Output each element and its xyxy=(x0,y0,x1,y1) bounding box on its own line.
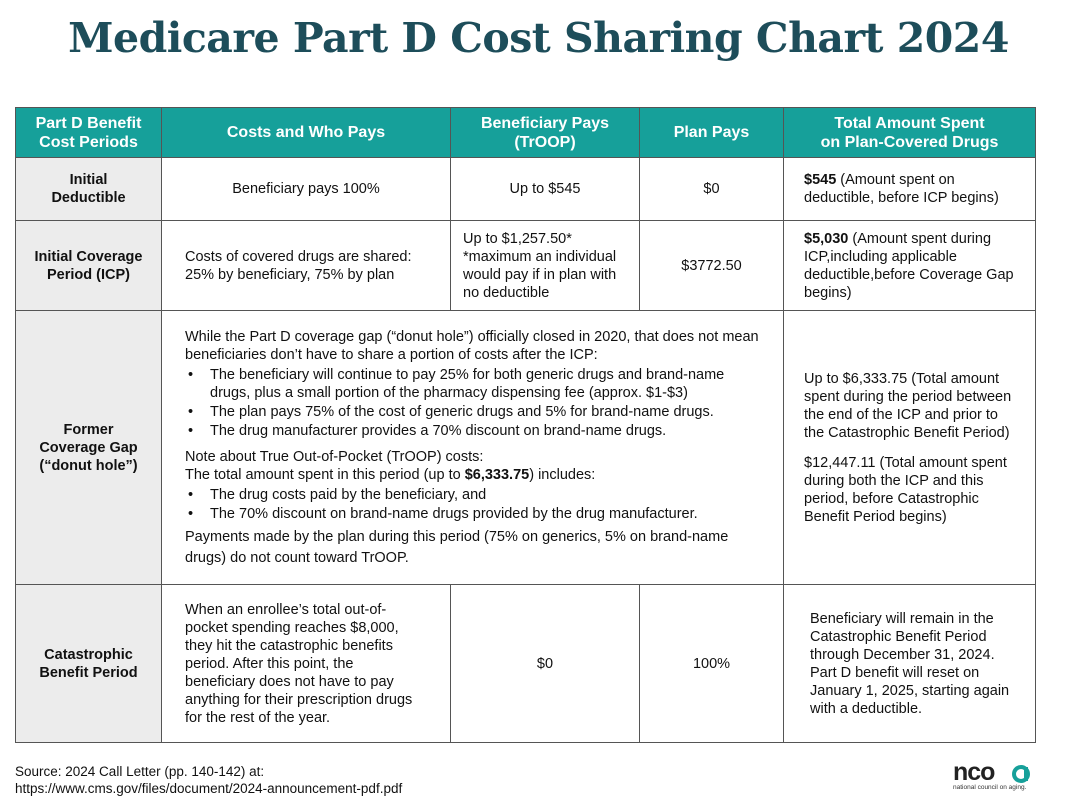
period-catastrophic-line1: Catastrophic xyxy=(44,646,133,663)
total-cell-icp xyxy=(784,221,1036,311)
header-total-line1: Total Amount Spent xyxy=(834,114,985,132)
beneficiary-cell-icp xyxy=(451,221,640,311)
period-cell-gap xyxy=(16,311,162,585)
table-row-icp xyxy=(16,221,1036,311)
costs-icp-line1: Costs of covered drugs are shared: xyxy=(185,248,412,265)
costs-cell-gap xyxy=(162,311,784,585)
gap-note-bullet-list xyxy=(185,486,759,523)
period-cell-icp xyxy=(16,221,162,311)
costs-cell-deductible: Beneficiary pays 100% xyxy=(162,158,451,221)
costs-cell-catastrophic: When an enrollee’s total out-of-pocket spending reaches $8,000, they hit the catastrophic benefits period. After this point, the beneficiary does not have to pay anything for their prescription drugs for the rest of the year. xyxy=(162,585,451,743)
header-beneficiary xyxy=(451,108,640,158)
source-line1: Source: 2024 Call Letter (pp. 140-142) at: xyxy=(15,764,265,779)
header-plan: Plan Pays xyxy=(640,108,784,158)
cost-sharing-table xyxy=(15,107,1036,743)
page-title: Medicare Part D Cost Sharing Chart 2024 xyxy=(68,14,1009,62)
period-deductible-line2: Deductible xyxy=(51,190,126,206)
period-icp-line2: Period (ICP) xyxy=(47,266,130,283)
table-header-row xyxy=(16,108,1036,158)
source-url: https://www.cms.gov/files/document/2024-announcement-pdf.pdf xyxy=(15,781,403,796)
gap-note-amount: $6,333.75 xyxy=(464,467,530,483)
costs-cell-icp xyxy=(162,221,451,311)
beneficiary-icp-line1: Up to $1,257.50* xyxy=(463,230,572,247)
header-costs: Costs and Who Pays xyxy=(162,108,451,158)
period-gap-line3: (“donut hole”) xyxy=(39,457,138,474)
gap-note-bullet: • The drug costs paid by the beneficiary, and xyxy=(185,486,759,504)
table-row-catastrophic xyxy=(16,585,1036,743)
gap-bullet-list xyxy=(185,366,759,440)
total-deductible-amount: $545 xyxy=(804,172,837,188)
period-icp-line1: Initial Coverage xyxy=(34,248,143,265)
gap-bullet: • The beneficiary will continue to pay 25% for both generic drugs and brand-name drugs, plus a small portion of the pharmacy dispensing fee (approx. $1-$3) xyxy=(185,366,759,402)
period-gap-line2: Coverage Gap xyxy=(39,439,138,456)
logo-wordmark: nco xyxy=(953,758,995,786)
header-period-line2: Cost Periods xyxy=(39,133,138,151)
beneficiary-cell-deductible: Up to $545 xyxy=(451,158,640,221)
period-cell-catastrophic xyxy=(16,585,162,743)
table-row-gap xyxy=(16,311,1036,585)
plan-cell-icp: $3772.50 xyxy=(640,221,784,311)
logo-a-mark-icon xyxy=(1011,763,1031,783)
period-cell-deductible xyxy=(16,158,162,221)
header-period xyxy=(16,108,162,158)
gap-note-pre: The total amount spent in this period (up to xyxy=(185,467,465,483)
gap-bullet: • The drug manufacturer provides a 70% discount on brand-name drugs. xyxy=(185,422,759,440)
gap-tail-note: Payments made by the plan during this period (75% on generics, 5% on brand-name drugs) do not count toward TrOOP. xyxy=(185,529,729,566)
total-deductible-note: (Amount spent on deductible, before ICP begins) xyxy=(804,172,999,206)
header-total-line2: on Plan-Covered Drugs xyxy=(820,133,999,151)
costs-icp-line2: 25% by beneficiary, 75% by plan xyxy=(185,266,395,283)
header-period-line1: Part D Benefit xyxy=(35,114,142,132)
gap-bullet: • The plan pays 75% of the cost of generic drugs and 5% for brand-name drugs. xyxy=(185,403,759,421)
header-total xyxy=(784,108,1036,158)
header-beneficiary-line1: Beneficiary Pays xyxy=(480,114,610,132)
gap-note-total xyxy=(185,466,759,484)
gap-note-bullet: • The 70% discount on brand-name drugs provided by the drug manufacturer. xyxy=(185,505,759,523)
gap-total-combined: $12,447.11 (Total amount spent during both the ICP and this period, before Catastrophic Benefit Period begins) xyxy=(804,454,1007,525)
total-icp-amount: $5,030 xyxy=(804,230,849,247)
header-beneficiary-line2: (TrOOP) xyxy=(514,133,576,151)
beneficiary-cell-catastrophic: $0 xyxy=(451,585,640,743)
beneficiary-icp-line2: *maximum an individual would pay if in plan with no deductible xyxy=(463,248,617,301)
total-cell-gap xyxy=(784,311,1036,585)
total-icp-note: (Amount spent during ICP,including applicable deductible,before Coverage Gap begins) xyxy=(804,230,1014,301)
total-cell-catastrophic: Beneficiary will remain in the Catastrophic Benefit Period through December 31, 2024. Part D benefit will reset on January 1, 2025, starting again with a deductible. xyxy=(784,585,1036,743)
period-catastrophic-line2: Benefit Period xyxy=(39,664,138,681)
logo-tagline: national council on aging. xyxy=(953,784,1027,791)
period-gap-line1: Former xyxy=(63,421,114,438)
source-citation xyxy=(15,763,402,797)
plan-cell-deductible: $0 xyxy=(640,158,784,221)
ncoa-logo xyxy=(953,760,1035,796)
gap-note-post: ) includes: xyxy=(529,467,596,483)
gap-intro: While the Part D coverage gap (“donut hole”) officially closed in 2020, that does not mean beneficiaries don’t have to share a portion of costs after the ICP: xyxy=(185,329,759,363)
period-deductible-line1: Initial xyxy=(69,172,108,188)
plan-cell-catastrophic: 100% xyxy=(640,585,784,743)
gap-note-heading: Note about True Out-of-Pocket (TrOOP) costs: xyxy=(185,449,484,465)
total-cell-deductible xyxy=(784,158,1036,221)
table-row-deductible xyxy=(16,158,1036,221)
gap-total-period: Up to $6,333.75 (Total amount spent during the period between the end of the ICP and prior to the Catastrophic Benefit Period) xyxy=(804,370,1012,441)
